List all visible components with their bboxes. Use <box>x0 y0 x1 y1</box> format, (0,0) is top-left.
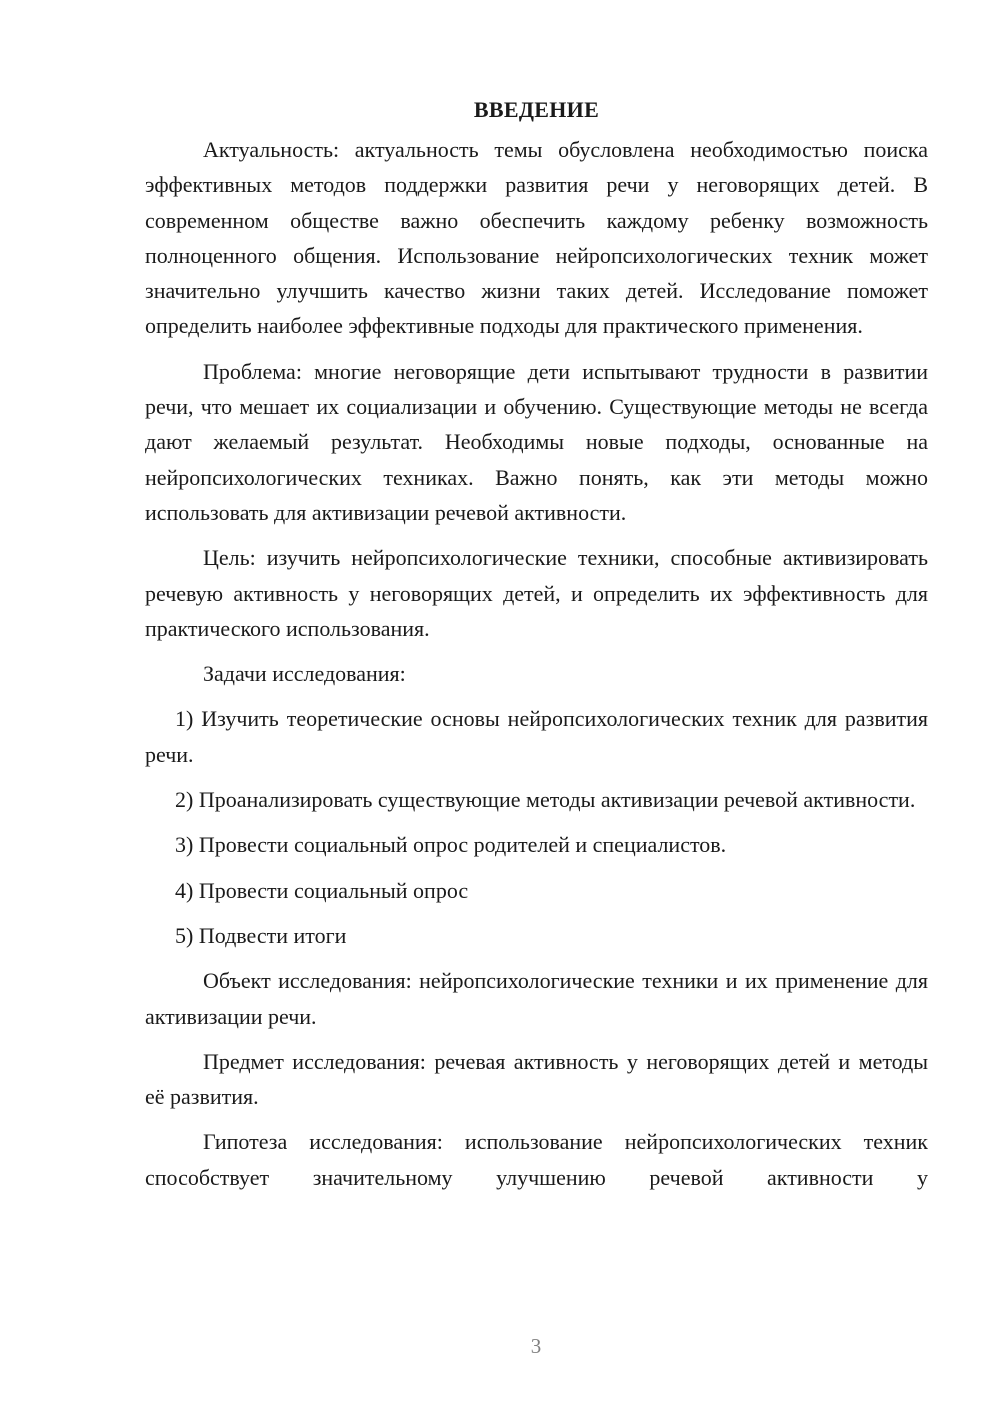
task-item-2: 2) Проанализировать существующие методы активизации речевой активности. <box>175 787 916 813</box>
hypothesis-paragraph: Гипотеза исследования: использование нейропсихологических техник способствует значительному улучшению речевой активности у <box>145 1129 928 1190</box>
task-item-1: 1) Изучить теоретические основы нейропсихологических техник для развития речи. <box>145 706 928 767</box>
subject-paragraph: Предмет исследования: речевая активность у неговорящих детей и методы её развития. <box>145 1048 928 1110</box>
page-title: ВВЕДЕНИЕ <box>473 97 600 122</box>
object-paragraph: Объект исследования: нейропсихологические техники и их применение для активизации речи. <box>145 968 928 1029</box>
relevance-paragraph: Актуальность: актуальность темы обусловлена необходимостью поиска эффективных методов поддержки развития речи у неговорящих детей. В современном обществе важно обеспечить каждому ребенку возможность полноценного общения. Использование нейропсихологических техник может значительно улучшить качество жизни таких детей. Исследование поможет определить наиболее эффективные подходы для практического применения. <box>145 137 928 339</box>
problem-paragraph: Проблема: многие неговорящие дети испытывают трудности в развитии речи, что мешает их социализации и обучению. Существующие методы не всегда дают желаемый результат. Необходимы новые подходы, основанные на нейропсихологических техниках. Важно понять, как эти методы можно использовать для активизации речевой активности. <box>145 358 928 525</box>
page-number: 3 <box>530 1334 542 1358</box>
goal-paragraph: Цель: изучить нейропсихологические техники, способные активизировать речевую активность у неговорящих детей, и определить их эффективность для практического использования. <box>145 545 928 641</box>
task-item-4: 4) Провести социальный опрос <box>175 877 469 903</box>
document-page <box>145 92 928 1205</box>
tasks-heading: Задачи исследования: <box>203 661 406 687</box>
task-item-5: 5) Подвести итоги <box>175 922 347 948</box>
task-item-3: 3) Провести социальный опрос родителей и специалистов. <box>175 832 727 858</box>
